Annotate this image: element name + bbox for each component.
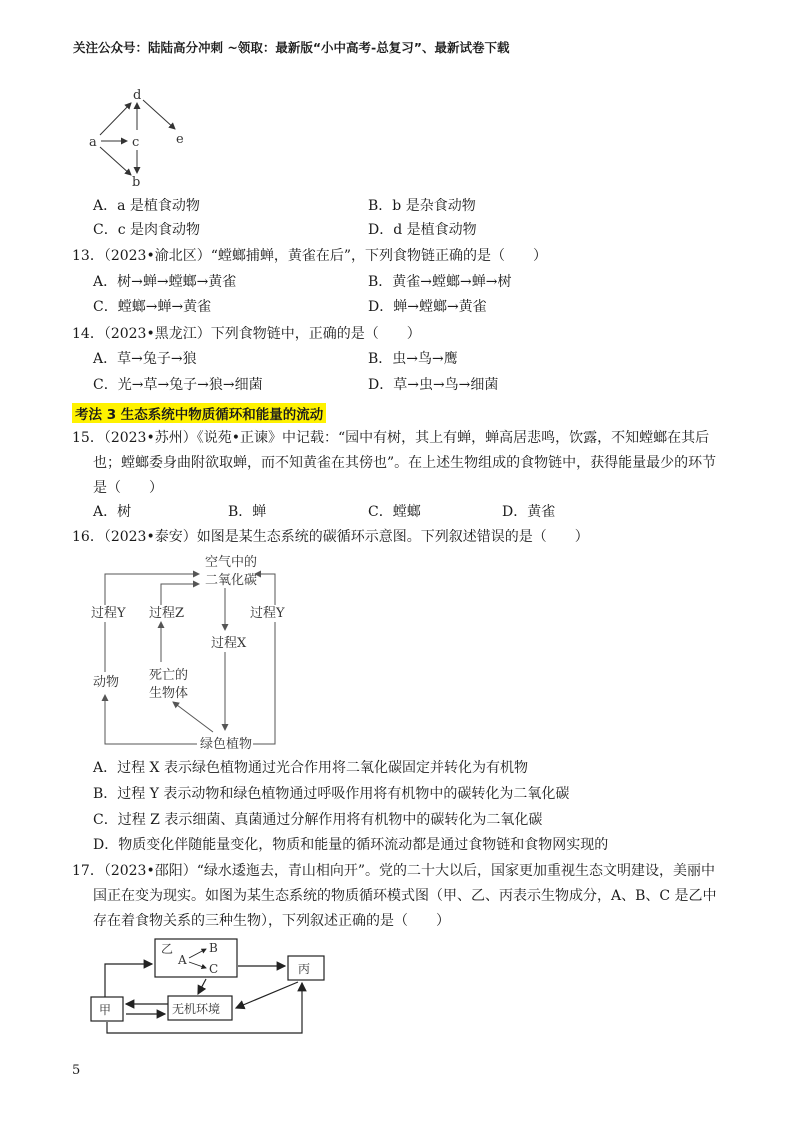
q17-material-cycle-diagram (88, 936, 328, 1036)
q13-option-b: B．黄雀→螳螂→蝉→树 (368, 274, 512, 290)
process-x: 过程X (211, 636, 247, 651)
air-co2-line1: 空气中的 (205, 555, 258, 570)
label-jia: 甲 (99, 1003, 112, 1017)
q15-option-d: D．黄雀 (502, 504, 556, 520)
label-B: B (209, 941, 218, 955)
q14-stem: 14．（2023•黑龙江）下列食物链中，正确的是（ ） (72, 326, 421, 342)
label-env: 无机环境 (172, 1002, 221, 1016)
process-y-right: 过程Y (250, 606, 285, 621)
node-a: a (89, 135, 97, 150)
q17-line3: 存在着食物关系的三种生物），下列叙述正确的是（ ） (93, 913, 450, 929)
q13-stem: 13．（2023•渝北区）“螳螂捕蝉，黄雀在后”，下列食物链正确的是（ ） (72, 248, 548, 264)
dead-organism-line2: 生物体 (149, 686, 189, 701)
label-bing: 丙 (298, 962, 311, 976)
page-number: 5 (72, 1063, 81, 1078)
q15-line2: 也；螳螂委身曲附欲取蝉，而不知黄雀在其傍也”。在上述生物组成的食物链中，获得能量最少的环节 (93, 455, 717, 471)
q13-option-c: C．螳螂→蝉→黄雀 (93, 299, 212, 315)
label-yi: 乙 (161, 942, 174, 956)
q16-option-b: B．过程 Y 表示动物和绿色植物通过呼吸作用将有机物中的碳转化为二氧化碳 (93, 786, 570, 802)
process-z: 过程Z (149, 606, 185, 621)
label-A: A (178, 953, 187, 967)
section-heading: 考法 3 生态系统中物质循环和能量的流动 (72, 403, 326, 423)
q13-option-a: A．树→蝉→螳螂→黄雀 (93, 274, 237, 290)
q15-line3: 是（ ） (93, 480, 163, 496)
q12-option-b: B．b 是杂食动物 (368, 198, 476, 214)
node-d: d (133, 88, 142, 103)
air-co2-line2: 二氧化碳 (205, 573, 258, 588)
page-header: 关注公众号：陆陆高分冲刺 ~领取：最新版“小中高考-总复习”、最新试卷下载 (73, 40, 510, 55)
dead-organism-line1: 死亡的 (149, 668, 189, 683)
q15-option-c: C．螳螂 (368, 504, 421, 520)
q16-option-d: D．物质变化伴随能量变化，物质和能量的循环流动都是通过食物链和食物网实现的 (93, 837, 609, 853)
q15-line1: 15．（2023•苏州）《说苑•正谏》中记载：“园中有树，其上有蝉，蝉高居悲鸣，饮露，不知螳螂在其后 (72, 430, 710, 446)
q12-option-d: D．d 是植食动物 (368, 222, 477, 238)
animals-label: 动物 (93, 675, 120, 690)
q14-option-c: C．光→草→兔子→狼→细菌 (93, 377, 263, 393)
q14-option-d: D．草→虫→鸟→细菌 (368, 377, 499, 393)
label-C: C (209, 962, 219, 976)
q13-option-d: D．蝉→螳螂→黄雀 (368, 299, 487, 315)
node-b: b (132, 175, 141, 190)
q16-carbon-cycle-diagram (85, 550, 295, 755)
green-plants-label: 绿色植物 (200, 737, 253, 752)
q15-option-b: B．蝉 (228, 504, 267, 520)
process-y-left: 过程Y (91, 606, 126, 621)
q15-option-a: A．树 (93, 504, 132, 520)
q14-option-a: A．草→兔子→狼 (93, 351, 197, 367)
q12-option-a: A．a 是植食动物 (93, 198, 200, 214)
node-c: c (132, 135, 140, 150)
q16-option-a: A．过程 X 表示绿色植物通过光合作用将二氧化碳固定并转化为有机物 (93, 760, 528, 776)
q17-line2: 国正在变为现实。如图为某生态系统的物质循环模式图（甲、乙、丙表示生物成分，A、B、C 是乙中 (93, 888, 717, 904)
q14-option-b: B．虫→鸟→鹰 (368, 351, 458, 367)
q17-line1: 17．（2023•邵阳）“绿水逶迤去，青山相向开”。党的二十大以后，国家更加重视生态文明建设，美丽中 (72, 863, 716, 879)
q16-stem: 16．（2023•泰安）如图是某生态系统的碳循环示意图。下列叙述错误的是（ ） (72, 529, 589, 545)
node-e: e (176, 132, 184, 147)
q12-food-web-diagram (85, 85, 195, 190)
q12-option-c: C．c 是肉食动物 (93, 222, 201, 238)
q16-option-c: C．过程 Z 表示细菌、真菌通过分解作用将有机物中的碳转化为二氧化碳 (93, 812, 543, 828)
